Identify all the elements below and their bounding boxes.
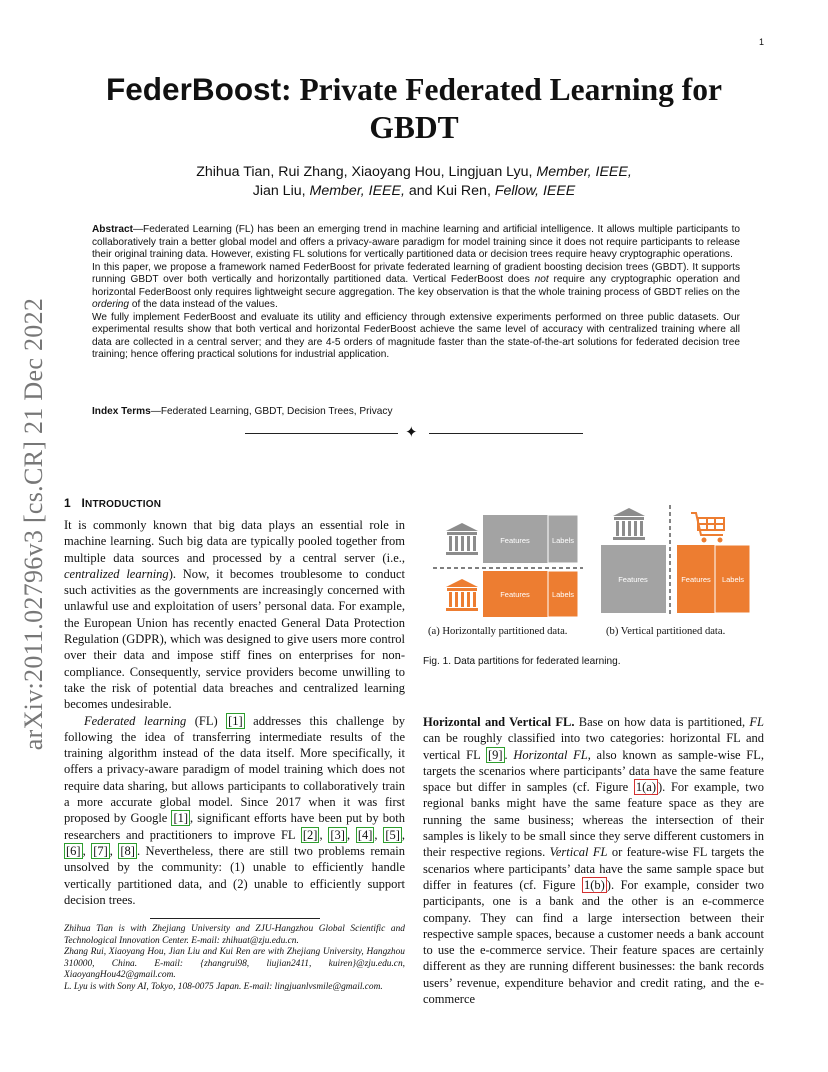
body-text: ). For example, two regional banks might have the same feature space as they are running the same business; whereas the intersection of their samples is likely to be small since they serve different customers in their respective regions. [423,780,764,860]
separator: , [109,843,119,858]
arxiv-sidebar [14,284,54,764]
features-label-a-bottom: Features [500,590,530,599]
author-role: Member, IEEE, [309,183,405,199]
features-label-a-top: Features [500,536,530,545]
body-emph: Horizontal FL [513,747,588,762]
cart-wheel [702,538,707,543]
separator: , [319,827,329,842]
separator: , [401,827,406,842]
left-column-text [64,517,405,908]
citation-link[interactable]: [8] [120,843,135,858]
citation-link[interactable]: [9] [487,747,503,762]
authors-line1: Zhihua Tian, Rui Zhang, Xiaoyang Hou, Lingjuan Lyu, [196,164,537,180]
body-text: . Nevertheless, there are still two problems remain unsolved by the community: (1) unable to efficiently handle vertically partitioned data, and (2) unable to efficiently support decision trees. [64,843,406,907]
shopping-cart-icon [691,513,724,535]
hv-fl-paragraph [423,714,764,1007]
intro-para-1 [64,517,405,713]
divider-symbol: ✦ [405,425,418,441]
body-emph: FL [749,715,764,729]
body-text: Base on how data is partitioned, [574,715,750,729]
abstract-para-3: We fully implement FederBoost and evaluate its utility and efficiency through extensive experiments performed on three public datasets. Our experimental results show that both vertical and horizontal FederBoost achieve the same level of accuracy with centralized training where all data are collected in a central server; and they are 4-5 orders of magnitude faster than the state-of-the-art solutions for federated decision tree training; hence offering practical solutions for industrial application. [92,311,740,360]
body-emph: Vertical FL [549,845,608,860]
body-text: It is commonly known that big data plays an essential role in machine learning. Such big data are typically pooled together from multiple data sources and processed by a central server (i.e., [64,518,405,565]
right-column-text [423,714,764,1007]
abstract-text: of the data instead of the values. [129,299,278,310]
body-text: , significant efforts have been put by both researchers and practitioners to improve FL [64,811,405,842]
footnotes [64,924,405,994]
body-emph: Federated learning [84,713,187,728]
section-heading [64,496,161,510]
author-list [60,163,768,201]
abstract [92,224,740,362]
abstract-label: Abstract [92,224,133,235]
separator: , [82,843,92,858]
bank-icon-b [613,508,645,540]
divider-line-left [245,433,398,434]
index-terms [92,406,740,417]
citation-link[interactable]: [2] [302,827,318,842]
features-label-b-left: Features [618,575,648,584]
labels-label-a-bottom: Labels [551,590,575,599]
subfigure-caption-a: (a) Horizontally partitioned data. [428,626,568,637]
citation-link[interactable]: [3] [330,827,345,842]
citation-link[interactable]: [7] [93,843,108,858]
abstract-text: —Federated Learning (FL) has been an emerging trend in machine learning and artificial intelligence. It allows multiple participants to collaboratively train a better global model and offers a privacy-aware paradigm for model training since it does not require participants to release their original training data. However, existing FL solutions for vertically partitioned data or decision trees require heavy cryptographic operations. [92,224,740,260]
page-number: 1 [758,37,764,47]
bank-icon-orange [446,579,478,611]
index-terms-label: Index Terms [92,406,151,417]
figure-ref-link[interactable]: 1(b) [583,877,605,892]
divider-line-right [429,433,583,434]
intro-para-2 [64,713,405,909]
separator: , [346,827,356,842]
citation-link[interactable]: [1] [228,713,243,728]
abstract-emph: ordering [92,299,130,310]
body-text: ). For example, consider two participants, one is a bank and the other is an e-commerce company. They can find a large intersection between their respective sample spaces, because a customer needs a bank account to use the e-commerce service. Their feature spaces are certainly different as they are running different businesses: the bank records users’ revenue, expenditure behavior and credit rating, and the e-commerce [423,877,764,1007]
authors-line2: Jian Liu, [252,183,310,199]
bank-icon [446,523,478,555]
author-role: Member, IEEE, [536,164,632,180]
body-emph: centralized learning [64,566,169,581]
title-line2: GBDT [369,110,459,145]
author-role: Fellow, IEEE [494,183,576,199]
labels-label-a-top: Labels [551,536,575,545]
separator: , [374,827,384,842]
section-title-initial: I [81,496,86,510]
section-number: 1 [64,496,71,510]
citation-link[interactable]: [6] [66,843,81,858]
figure-caption: Fig. 1. Data partitions for federated learning. [423,656,621,667]
citation-link[interactable]: [5] [385,827,400,842]
abstract-emph: not [534,274,549,285]
body-text: (FL) [186,713,227,728]
body-text: or feature-wise FL targets the scenarios where participants’ data have the same sample space but differ in features (cf. Figure [423,845,765,892]
citation-link[interactable]: [1] [173,811,189,826]
abstract-text: require any cryptographic operation and horizontal FederBoost only requires lightweight secure aggregation. The key observation is that the whole training process of GBDT relies on the [92,274,740,298]
footnote-affiliation-2: Zhang Rui, Xiaoyang Hou, Jian Liu and Kui Ren are with Zhejiang University, Hangzhou 310000, China. E-mail: {zhangrui98, liujian2411, kuiren}@zju.edu.cn, XiaoyangHou42@gmail.com. [64,947,405,981]
figure-ref-link[interactable]: 1(a) [635,780,656,795]
authors-line2-cont: and Kui Ren, [404,183,495,199]
cart-wheel [718,538,723,543]
body-text: can be roughly classified into two categories: horizontal FL and vertical FL [423,731,764,762]
subfigure-caption-b: (b) Vertical partitioned data. [606,626,726,637]
abstract-para-2 [92,262,740,312]
features-label-b-right: Features [681,575,711,584]
body-text: , also known as sample-wise FL, targets the scenarios where participants’ data have the same feature space but differ in samples (cf. Figure [423,747,764,795]
paper-title [60,70,768,147]
figure-1 [423,505,765,645]
section-title-rest: NTRODUCTION [85,499,162,510]
paragraph-heading: Horizontal and Vertical FL. [423,715,575,729]
abstract-para-1 [92,224,740,262]
index-terms-text: —Federated Learning, GBDT, Decision Trees, Privacy [150,406,393,417]
body-text: ). Now, it becomes troublesome to conduct such activities as the governments are increasingly concerned with unlawful use and exploitation of users’ personal data. For example, the European Union has recently enacted General Data Protection Regulation (GDPR), which was designed to give users more control over their data and impose stiff fines on enterprises for non-compliance. Consequently, service providers become unwilling to take the risk of potential data breaches and centralized learning becomes undesirable. [64,566,406,712]
abstract-text: In this paper, we propose a framework named FederBoost for private federated learning of gradient boosting decision trees (GBDT). It supports running GBDT over both vertically and horizontally partitioned data. Vertical FederBoost does [92,261,740,285]
title-rest: : Private Federated Learning for [281,72,722,107]
body-text: . [504,747,514,762]
footnote-affiliation-3: L. Lyu is with Sony AI, Tokyo, 108-0075 Japan. E-mail: lingjuanlvsmile@gmail.com. [64,981,383,992]
figure-1-graphic [423,505,765,645]
title-system-name: FederBoost [106,71,282,107]
body-text: addresses this challenge by following the idea of transferring intermediate results of the training algorithm instead of the data itself. More specifically, it offers a privacy-aware paradigm of model training which does not require data sharing, but allows participants to collaboratively train a more accurate global model. Since 2017 when it was first proposed by Google [64,713,405,826]
labels-label-b: Labels [721,575,745,584]
footnote-affiliation-1: Zhihua Tian is with Zhejiang University and ZJU-Hangzhou Global Scientific and Technological Innovation Center. E-mail: zhihuat@zju.edu.cn. [64,924,405,946]
arxiv-identifier: arXiv:2011.02796v3 [cs.CR] 21 Dec 2022 [19,297,48,751]
footnote-rule [150,918,320,919]
citation-link[interactable]: [4] [357,827,373,842]
